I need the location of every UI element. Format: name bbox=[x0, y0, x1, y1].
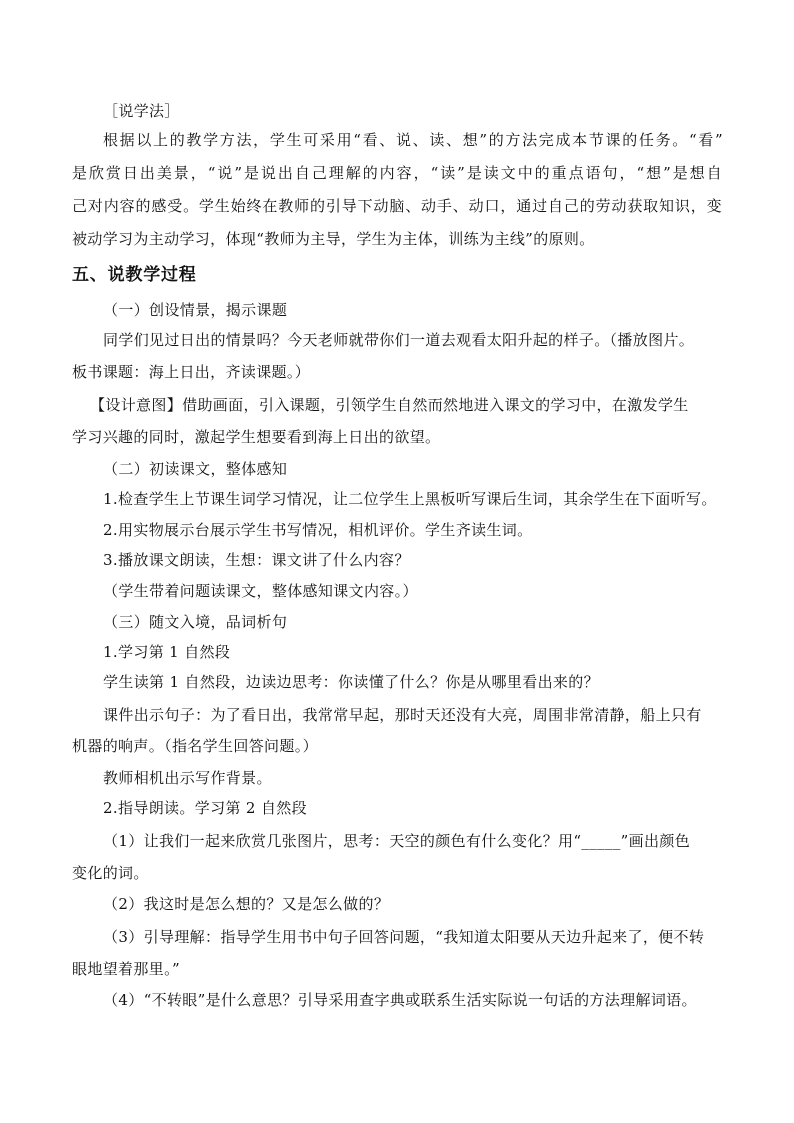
paragraph-line: （4）“不转眼”是什么意思？引导采用查字典或联系生活实际说一句话的方法理解词语。 bbox=[103, 991, 697, 1009]
paragraph-line: 教师相机出示写作背景。 bbox=[103, 769, 272, 787]
paragraph-line: 被动学习为主动学习，体现“教师为主导，学生为主体，训练为主线”的原则。 bbox=[72, 230, 595, 248]
design-intent-line: 【设计意图】借助画面，引入课题，引领学生自然而然地进入课文的学习中，在激发学生 bbox=[90, 396, 689, 414]
list-item: 2.指导朗读。学习第 2 自然段 bbox=[103, 799, 307, 817]
list-item: 2.用实物展示台展示学生书写情况，相机评价。学生齐读生词。 bbox=[103, 521, 533, 539]
paragraph-line: （1）让我们一起来欣赏几张图片，思考：天空的颜色有什么变化？用“_____”画出颜色 bbox=[103, 832, 691, 850]
list-item: 3.播放课文朗读，生想：课文讲了什么内容？ bbox=[103, 551, 410, 569]
paragraph-line: （3）引导理解：指导学生用书中句子回答问题，“我知道太阳要从天边升起来了，便不转 bbox=[103, 928, 705, 946]
paragraph-line: 板书课题：海上日出，齐读课题。） bbox=[72, 363, 311, 381]
paragraph-line: 眼地望着那里。” bbox=[72, 960, 180, 978]
section-heading: 五、说教学过程 bbox=[72, 265, 197, 285]
subsection-heading: （一）创设情景，揭示课题 bbox=[103, 301, 288, 319]
paragraph-line: 同学们见过日出的情景吗？今天老师就带你们一道去观看太阳升起的样子。（播放图片。 bbox=[103, 331, 695, 349]
paragraph-line: （学生带着问题读课文，整体感知课文内容。） bbox=[103, 582, 418, 600]
paragraph-line: 是欣赏日出美景，“说”是说出自己理解的内容，“读”是读文中的重点语句，“想”是想自 bbox=[72, 164, 722, 182]
list-item: 1.检查学生上节课生词学习情况，让二位学生上黑板听写课后生词，其余学生在下面听写。 bbox=[103, 490, 717, 508]
paragraph-line: 己对内容的感受。学生始终在教师的引导下动脑、动手、动口，通过自己的劳动获取知识，变 bbox=[72, 197, 722, 215]
subsection-heading: （三）随文入境，品词析句 bbox=[103, 613, 288, 631]
paragraph-line: （2）我这时是怎么想的？又是怎么做的？ bbox=[103, 895, 390, 913]
paragraph-line: 变化的词。 bbox=[72, 864, 149, 882]
paragraph-line: 课件出示句子：为了看日出，我常常早起，那时天还没有大亮，周围非常清静，船上只有 bbox=[103, 706, 702, 724]
paragraph-line: 学习兴趣的同时，激起学生想要看到海上日出的欲望。 bbox=[72, 428, 441, 446]
section-label-study-method: ［说学法］ bbox=[103, 102, 180, 120]
paragraph-line: 根据以上的教学方法，学生可采用“看、说、读、想”的方法完成本节课的任务。“看” bbox=[103, 131, 723, 149]
paragraph-line: 学生读第 1 自然段，边读边思考：你读懂了什么？你是从哪里看出来的？ bbox=[103, 673, 599, 691]
list-item: 1.学习第 1 自然段 bbox=[103, 643, 231, 661]
paragraph-line: 机器的响声。（指名学生回答问题。） bbox=[72, 737, 318, 755]
subsection-heading: （二）初读课文，整体感知 bbox=[103, 460, 288, 478]
